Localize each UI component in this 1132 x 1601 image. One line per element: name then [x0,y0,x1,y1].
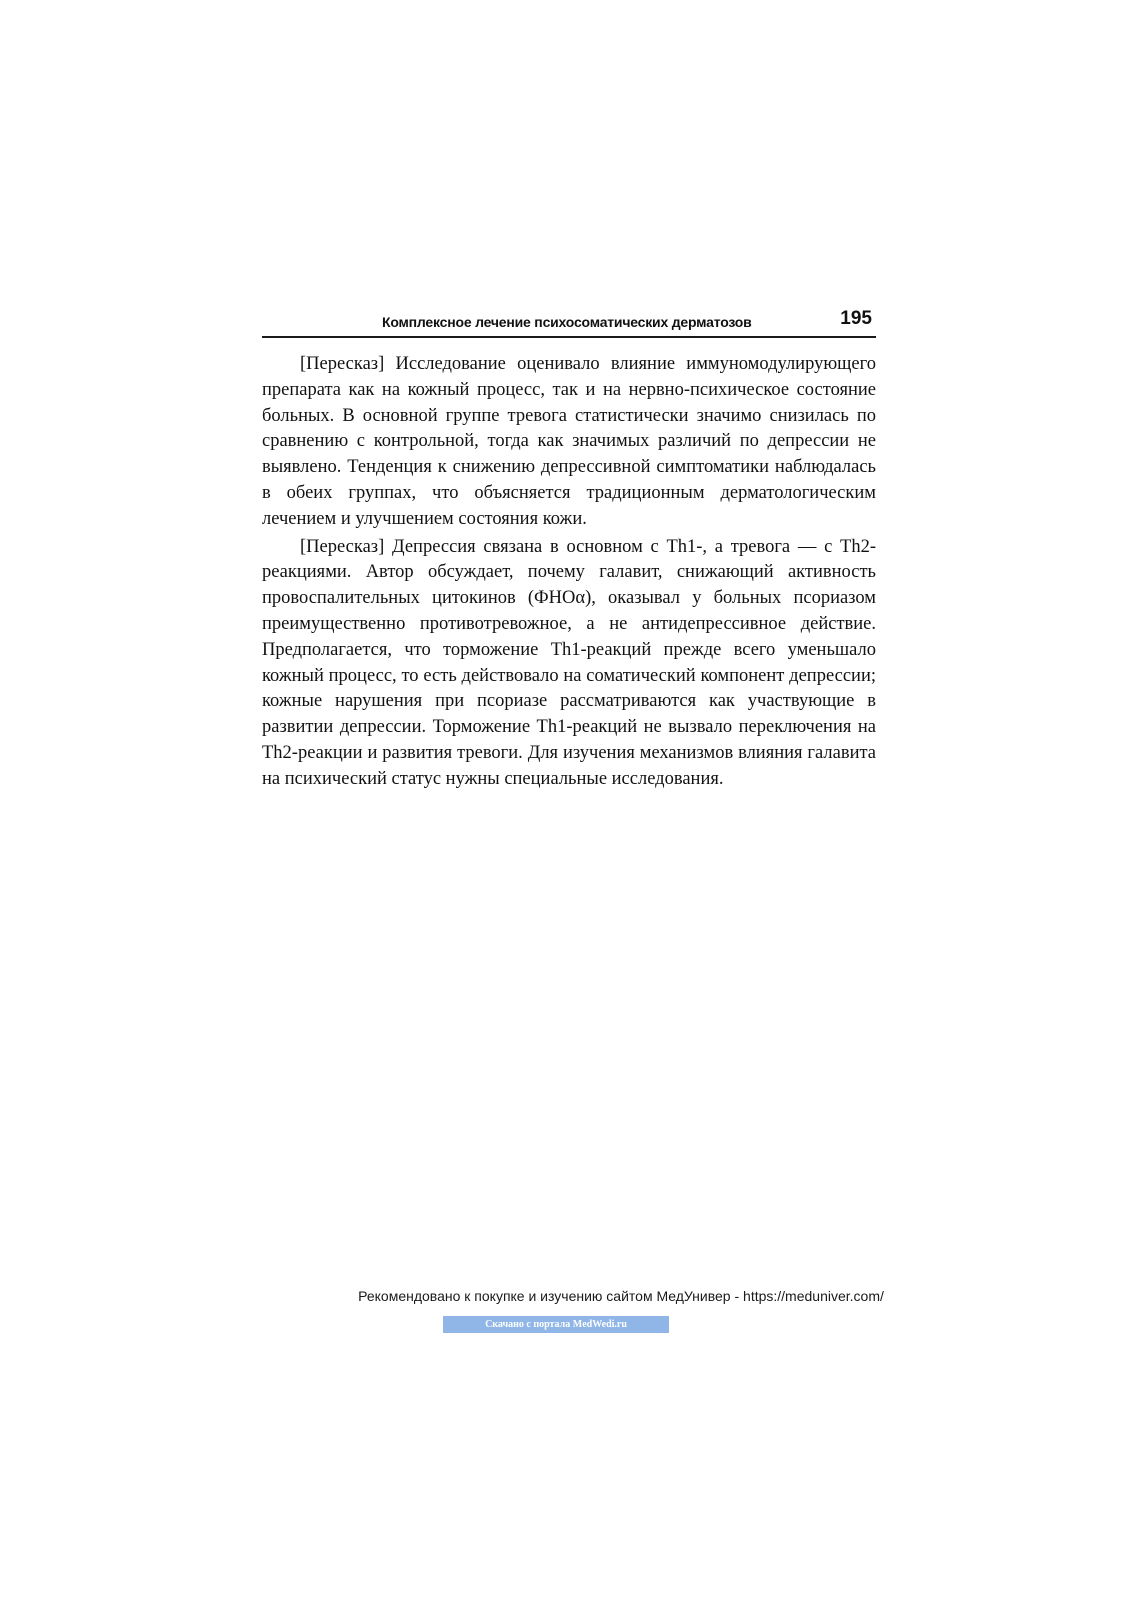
running-title: Комплексное лечение психосоматических дерматозов [382,314,752,330]
paragraph-summary-study-results: [Пересказ] Исследование оценивало влияние иммуномодулирующего препарата как на кожный процесс, так и на нервно-психическое состояние больных. В основной группе тревога статистически значимо снизилась по сравнению с контрольной, тогда как значимых различий по депрессии не выявлено. Тенденция к снижению депрессивной симптоматики наблюдалась в обеих группах, что объясняется традиционным дерматологическим лечением и улучшением состояния кожи. [262,354,876,529]
paragraph-summary-galavit-discussion: [Пересказ] Депрессия связана в основном с Th1-, а тревога — с Th2-реакциями. Автор обсуждает, почему галавит, снижающий активность провоспалительных цитокинов (ФНОα), оказывал у больных псориазом преимущественно противотревожное, а не антидепрессивное действие. Предполагается, что торможение Th1-реакций прежде всего уменьшало кожный процесс, то есть действовало на соматический компонент депрессии; кожные нарушения при псориазе рассматриваются как участвующие в развитии депрессии. Торможение Th1-реакций не вызвало переключения на Th2-реакции и развития тревоги. Для изучения механизмов влияния галавита на психический статус нужны специальные исследования. [262,536,876,789]
body-text [262,352,876,793]
download-banner: Скачано с портала MedWedi.ru [443,1316,669,1333]
running-header [262,308,876,338]
recommendation-notice: Рекомендовано к покупке и изучению сайтом МедУнивер - https://meduniver.com/ [358,1288,884,1304]
page-number: 195 [840,308,872,329]
book-page [262,308,876,795]
